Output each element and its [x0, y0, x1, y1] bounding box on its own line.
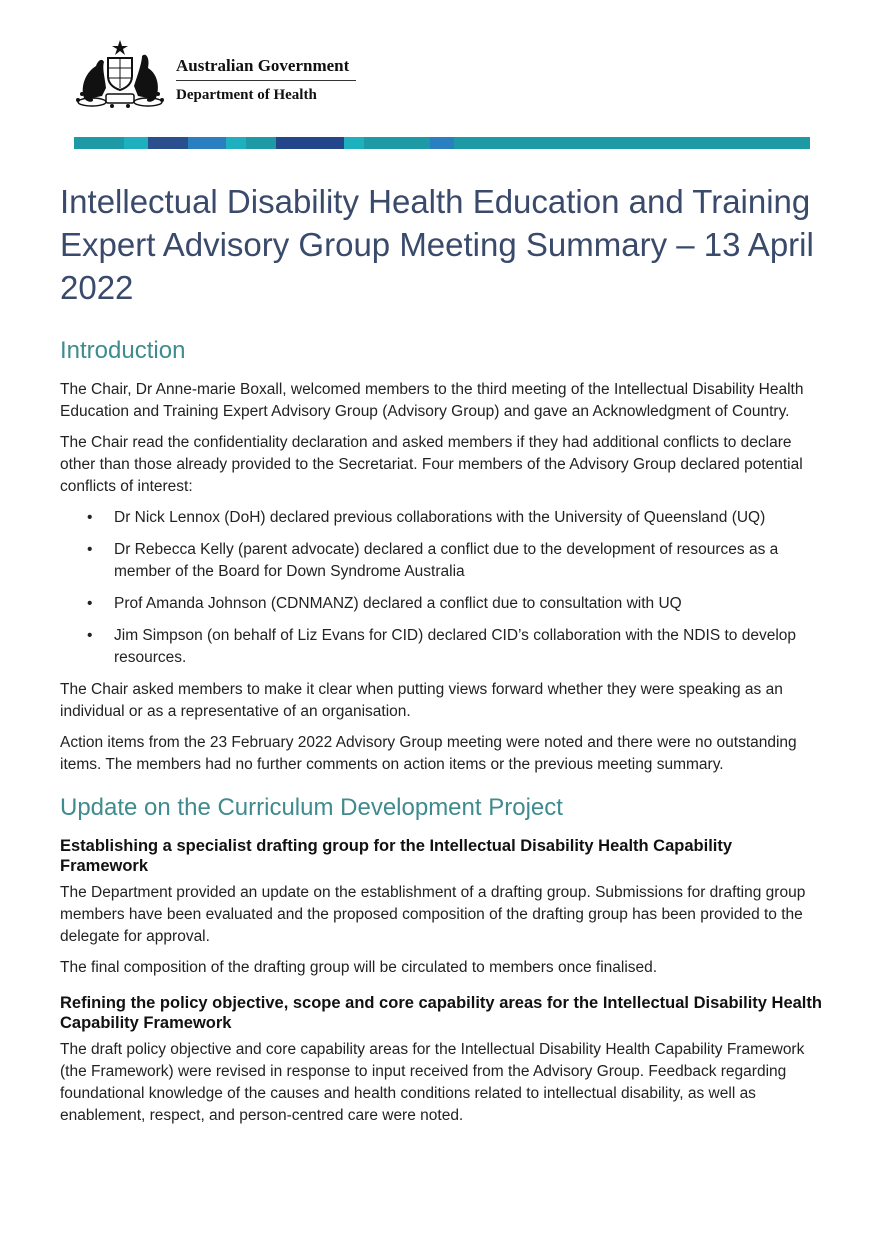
color-bar-segment — [430, 137, 454, 149]
paragraph: The Chair asked members to make it clear when putting views forward whether they were speaking as an individual or as a representative of an organisation. — [60, 681, 783, 720]
color-bar-segment — [74, 137, 124, 149]
conflicts-list — [60, 507, 822, 669]
section-heading-introduction: Introduction — [60, 337, 186, 364]
list-item-text: Dr Rebecca Kelly (parent advocate) declared a conflict due to the development of resources as a member of the Board for Down Syndrome Australia — [114, 541, 779, 580]
paragraph: The final composition of the drafting group will be circulated to members once finalised. — [60, 959, 658, 976]
color-bar-segment — [276, 137, 344, 149]
document-body — [60, 180, 822, 1136]
list-item — [60, 539, 822, 583]
department-name: Department of Health — [176, 87, 317, 103]
paragraph: The Department provided an update on the establishment of a drafting group. Submissions for drafting group members have been evaluated and the proposed composition of the drafting group has been provided to the delegate for approval. — [60, 884, 806, 945]
section-heading-curriculum-update: Update on the Curriculum Development Project — [60, 794, 563, 821]
coat-of-arms-icon — [72, 38, 168, 110]
color-bar-segment — [364, 137, 430, 149]
bullet-icon: • — [87, 627, 93, 644]
paragraph: The Chair read the confidentiality declaration and asked members if they had additional conflicts to declare other than those already provided to the Secretariat. Four members of the Advisory Group declared potential conflicts of interest: — [60, 434, 803, 495]
paragraph: The draft policy objective and core capability areas for the Intellectual Disability Health Capability Framework (the Framework) were revised in response to input received from the Advisory Group. Feedback regarding foundational knowledge of the causes and health conditions related to intellectual disability, as well as enablement, respect, and person-centred care were noted. — [60, 1041, 805, 1124]
list-item-text: Dr Nick Lennox (DoH) declared previous collaborations with the University of Queensland (UQ) — [114, 509, 766, 526]
page-header — [72, 36, 372, 116]
list-item — [60, 625, 822, 669]
color-bar-segment — [188, 137, 226, 149]
list-item — [60, 593, 822, 615]
list-item-text: Prof Amanda Johnson (CDNMANZ) declared a conflict due to consultation with UQ — [114, 595, 682, 612]
paragraph: The Chair, Dr Anne-marie Boxall, welcomed members to the third meeting of the Intellectual Disability Health Education and Training Expert Advisory Group (Advisory Group) and gave an Acknowledgment of Country. — [60, 381, 804, 420]
color-bar-segment — [246, 137, 276, 149]
government-name: Australian Government — [176, 56, 350, 75]
page-title: Intellectual Disability Health Education and Training Expert Advisory Group Meeting Summary – 13 April 2022 — [60, 183, 814, 306]
header-color-bar — [74, 137, 810, 149]
color-bar-segment — [124, 137, 148, 149]
bullet-icon: • — [87, 595, 93, 612]
color-bar-segment — [226, 137, 246, 149]
list-item-text: Jim Simpson (on behalf of Liz Evans for CID) declared CID’s collaboration with the NDIS to develop resources. — [114, 627, 797, 666]
bullet-icon: • — [87, 509, 93, 526]
header-divider — [176, 80, 356, 81]
color-bar-segment — [148, 137, 188, 149]
color-bar-segment — [454, 137, 810, 149]
color-bar-segment — [344, 137, 364, 149]
paragraph: Action items from the 23 February 2022 Advisory Group meeting were noted and there were no outstanding items. The members had no further comments on action items or the previous meeting summary. — [60, 734, 797, 773]
subsection-heading-drafting-group: Establishing a specialist drafting group for the Intellectual Disability Health Capability Framework — [60, 837, 733, 875]
subsection-heading-policy-objective: Refining the policy objective, scope and core capability areas for the Intellectual Disability Health Capability Framework — [60, 994, 822, 1032]
list-item — [60, 507, 822, 529]
bullet-icon: • — [87, 541, 93, 558]
